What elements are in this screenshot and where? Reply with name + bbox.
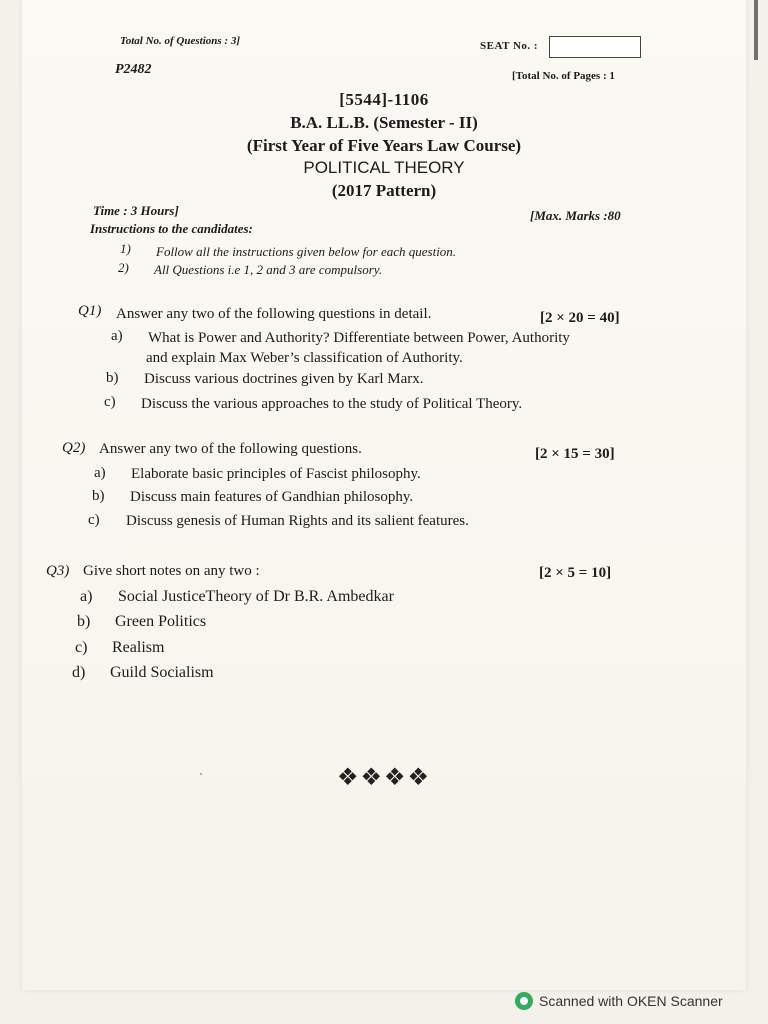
sub-question-label: a) bbox=[94, 465, 106, 481]
sub-question-text: Social JusticeTheory of Dr B.R. Ambedkar bbox=[118, 588, 394, 605]
page-edge bbox=[754, 0, 758, 60]
instructions-heading: Instructions to the candidates: bbox=[90, 221, 253, 236]
sub-question-text: Discuss genesis of Human Rights and its salient features. bbox=[126, 513, 469, 529]
end-ornament: ❖❖❖❖ bbox=[336, 765, 432, 791]
sub-question-text-continued: and explain Max Weber’s classification of Authority. bbox=[146, 350, 463, 366]
question-marks: [2 × 20 = 40] bbox=[540, 310, 620, 326]
sub-question-text: Discuss main features of Gandhian philosophy. bbox=[130, 489, 414, 505]
sub-question-label: b) bbox=[106, 370, 119, 386]
course-subtitle: (First Year of Five Years Law Course) bbox=[246, 136, 522, 155]
sub-question-label: c) bbox=[88, 512, 100, 528]
exam-code: [5544]-1106 bbox=[339, 90, 429, 109]
paper-code: P2482 bbox=[115, 62, 152, 77]
question-marks: [2 × 5 = 10] bbox=[539, 565, 612, 581]
seat-number-label: SEAT No. : bbox=[480, 40, 539, 52]
speck bbox=[200, 773, 202, 775]
instruction-number: 2) bbox=[118, 260, 129, 275]
question-text: Answer any two of the following questions. bbox=[99, 441, 362, 457]
sub-question-label: d) bbox=[72, 664, 86, 681]
subject-title: POLITICAL THEORY bbox=[303, 158, 465, 177]
sub-question-text: Realism bbox=[112, 639, 165, 656]
sub-question-label: b) bbox=[77, 613, 91, 630]
scanner-watermark bbox=[515, 992, 723, 1010]
question-text: Answer any two of the following questions in detail. bbox=[116, 306, 432, 322]
sub-question-text: Discuss various doctrines given by Karl Marx. bbox=[144, 371, 424, 387]
question-number: Q1) bbox=[78, 303, 102, 319]
question-number: Q3) bbox=[46, 563, 70, 579]
scanner-label: Scanned with OKEN Scanner bbox=[539, 993, 723, 1009]
course-title: B.A. LL.B. (Semester - II) bbox=[290, 113, 478, 132]
seat-number-box bbox=[549, 36, 641, 58]
sub-question-text: What is Power and Authority? Differentiate between Power, Authority bbox=[148, 330, 570, 346]
sub-question-label: c) bbox=[104, 394, 116, 410]
total-questions: Total No. of Questions : 3] bbox=[120, 35, 240, 47]
question-marks: [2 × 15 = 30] bbox=[535, 446, 615, 462]
sub-question-label: a) bbox=[111, 328, 123, 344]
time-allowed: Time : 3 Hours] bbox=[93, 203, 179, 218]
scanner-logo-icon bbox=[515, 992, 533, 1010]
sub-question-label: b) bbox=[92, 488, 105, 504]
instruction-text: Follow all the instructions given below for each question. bbox=[156, 244, 457, 259]
sub-question-label: c) bbox=[75, 639, 88, 656]
pattern-label: (2017 Pattern) bbox=[331, 181, 437, 200]
sub-question-label: a) bbox=[80, 588, 93, 605]
sub-question-text: Green Politics bbox=[115, 613, 207, 630]
sub-question-text: Elaborate basic principles of Fascist philosophy. bbox=[131, 466, 421, 482]
question-text: Give short notes on any two : bbox=[83, 563, 260, 579]
total-pages: [Total No. of Pages : 1 bbox=[512, 70, 615, 82]
question-number: Q2) bbox=[62, 440, 86, 456]
max-marks: [Max. Marks :80 bbox=[530, 208, 621, 223]
instruction-number: 1) bbox=[120, 241, 131, 256]
instruction-text: All Questions i.e 1, 2 and 3 are compulsory. bbox=[154, 262, 383, 277]
sub-question-text: Guild Socialism bbox=[110, 664, 214, 681]
sub-question-text: Discuss the various approaches to the study of Political Theory. bbox=[141, 396, 523, 412]
